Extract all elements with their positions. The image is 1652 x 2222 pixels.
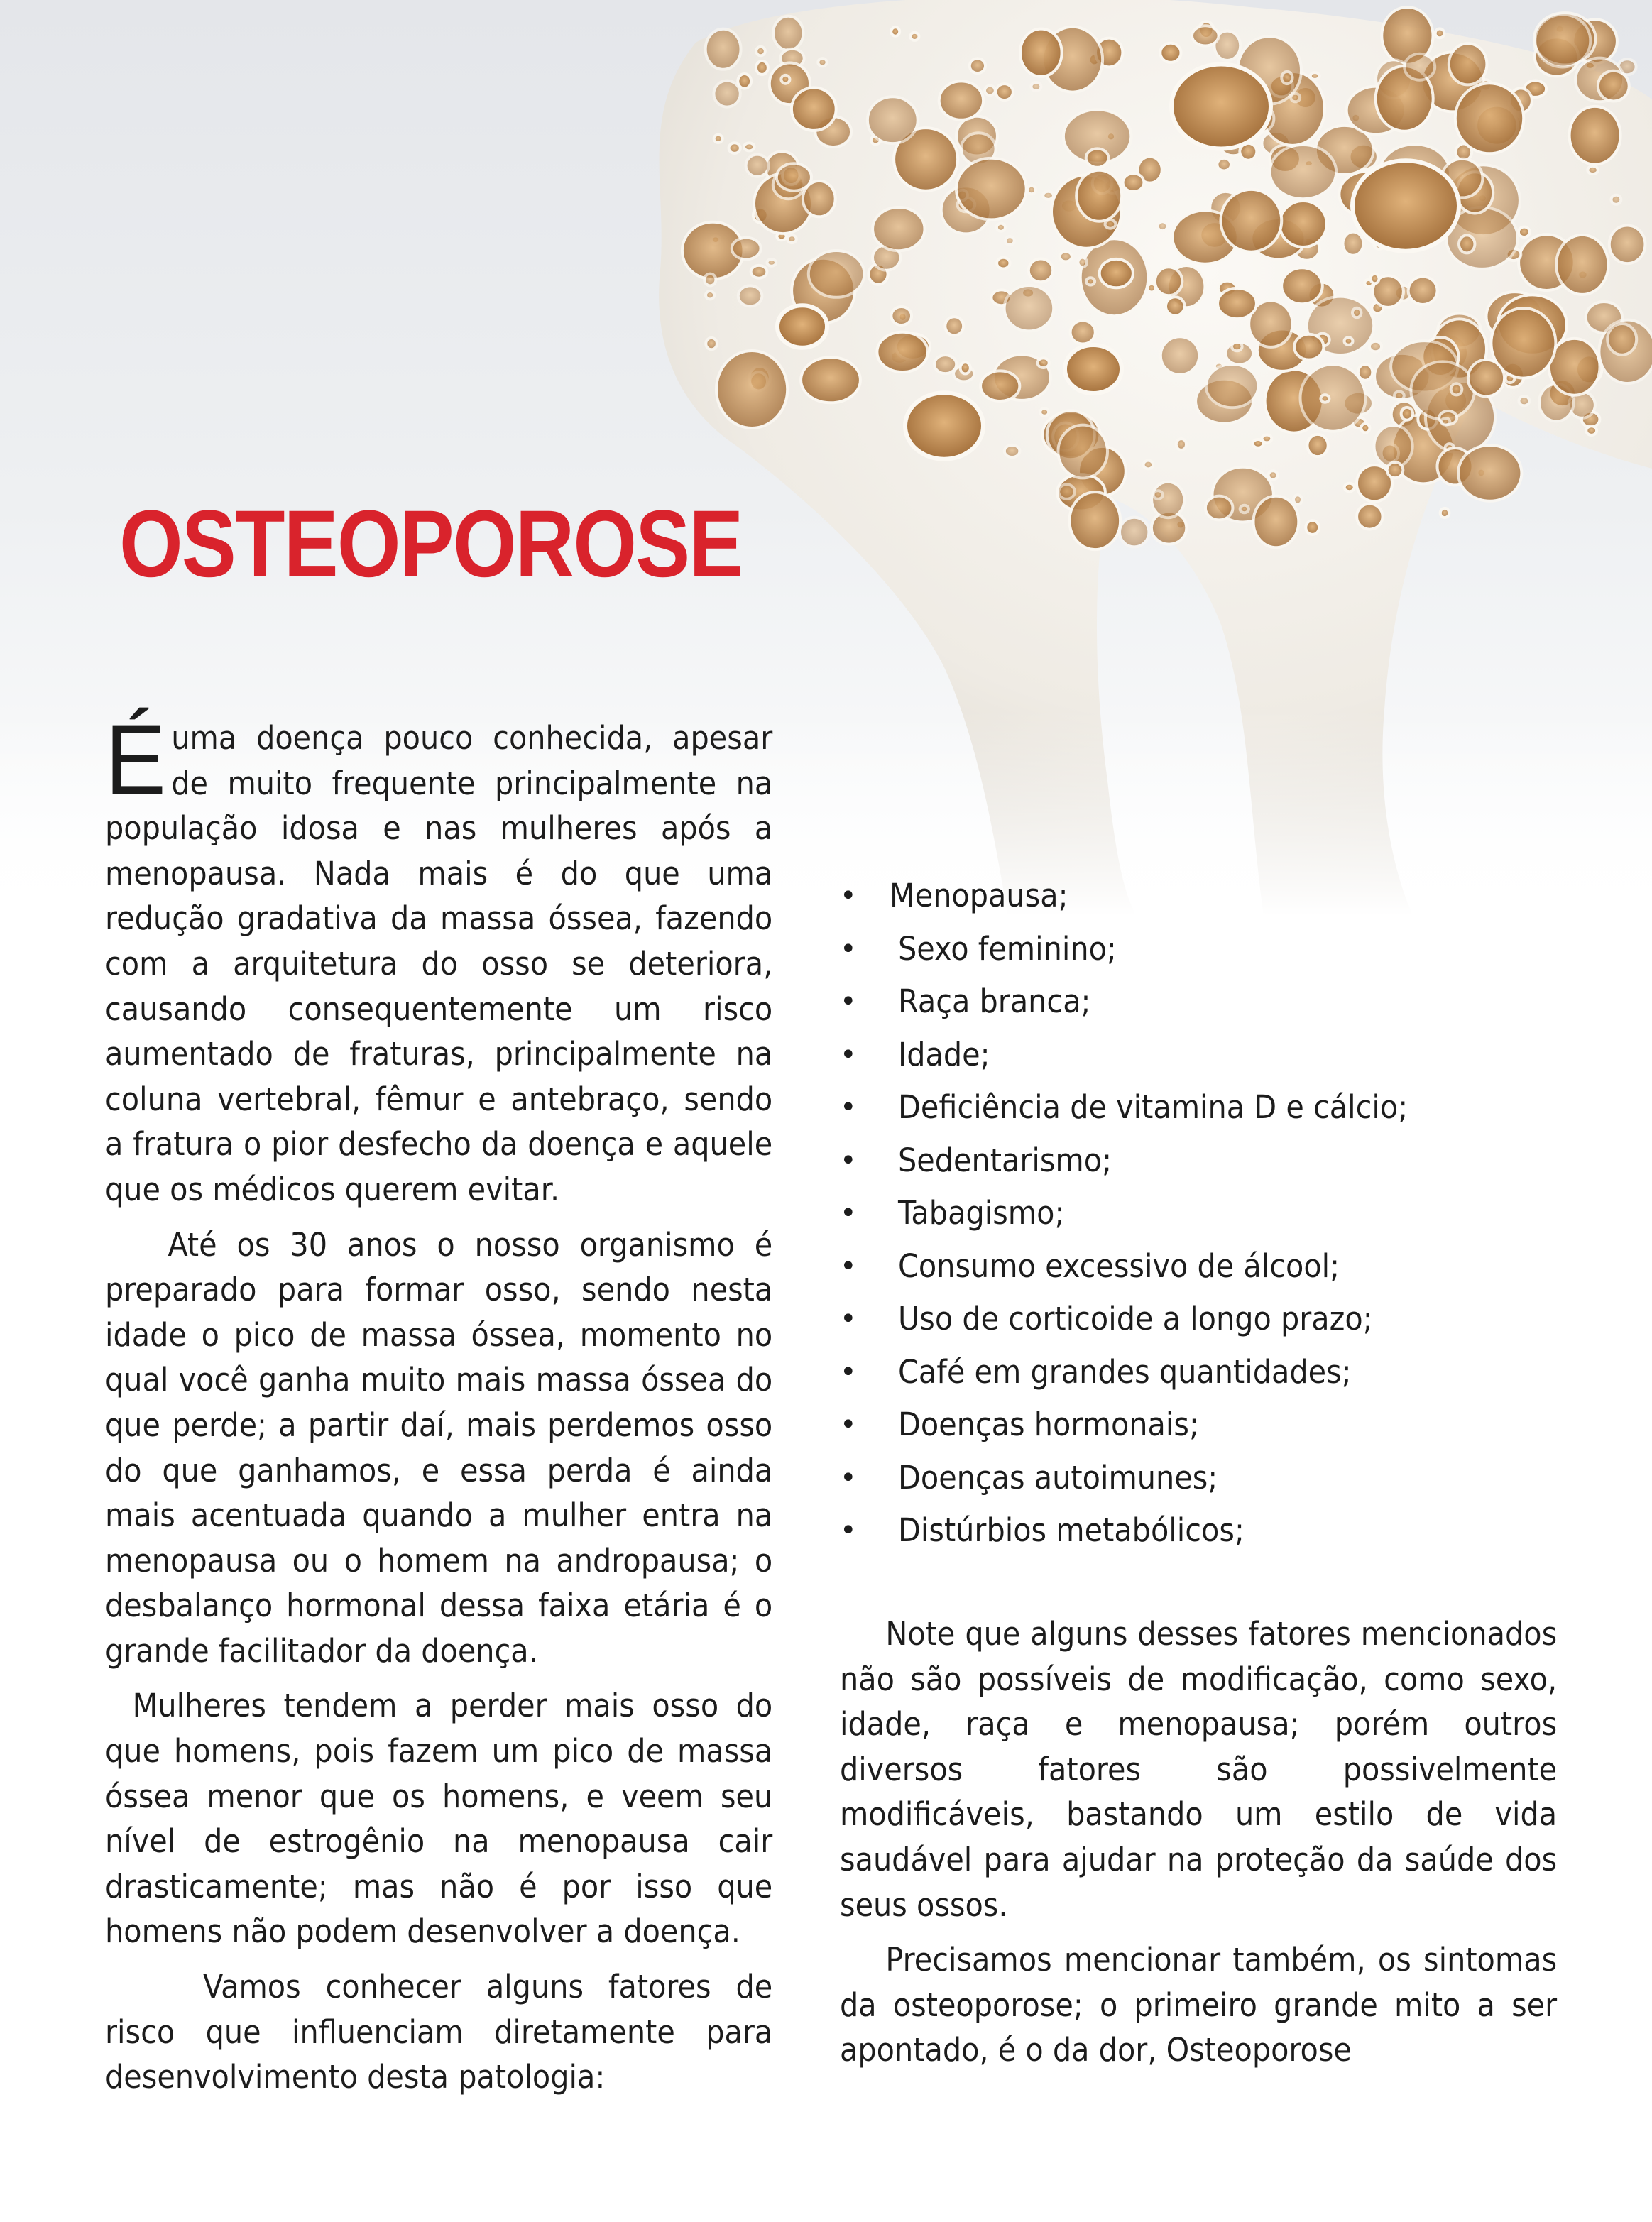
- bone-pore: [985, 86, 995, 96]
- bone-pore: [1005, 445, 1020, 457]
- bone-pore: [1294, 334, 1323, 360]
- bone-pore: [1311, 72, 1320, 80]
- bone-pore: [1369, 341, 1382, 351]
- bone-pore: [704, 274, 716, 286]
- bone-pore: [1357, 504, 1382, 530]
- bone-pore: [1253, 439, 1264, 448]
- bone-pore: [1371, 274, 1379, 284]
- bone-pore: [1458, 445, 1521, 501]
- bone-pore: [1071, 321, 1095, 344]
- bone-pore: [1570, 106, 1621, 165]
- bone-pore: [1612, 195, 1621, 204]
- list-item: • Idade;: [840, 1034, 1550, 1087]
- bone-pore: [1519, 227, 1530, 237]
- bone-pore: [1587, 166, 1598, 174]
- bone-pore: [1059, 484, 1075, 498]
- bone-pore: [787, 235, 796, 243]
- list-item: • Consumo excessivo de álcool;: [840, 1245, 1550, 1298]
- bone-pore: [1154, 491, 1163, 499]
- bone-pore: [767, 259, 777, 266]
- bone-pore: [997, 258, 1010, 269]
- bone-pore: [1440, 508, 1450, 518]
- bone-pore: [961, 362, 970, 373]
- bone-pore: [751, 266, 767, 278]
- bone-pore: [934, 355, 956, 373]
- bone-pore: [744, 143, 755, 150]
- bone-pore: [1308, 434, 1328, 456]
- bone-pore: [970, 58, 985, 73]
- bone-pore: [1147, 284, 1156, 292]
- intro-paragraph-4: Vamos conhecer alguns fatores de risco que influenciam diretamente para desenvolvimento desta patologia:: [105, 1968, 773, 2096]
- bone-pore: [1401, 407, 1413, 420]
- bone-pore: [1192, 26, 1219, 45]
- bone-pore: [996, 84, 1013, 100]
- list-item: • Doenças hormonais;: [840, 1403, 1550, 1457]
- bone-pore: [1281, 268, 1323, 304]
- bone-pore: [1345, 483, 1355, 492]
- bone-cavity: [1352, 160, 1459, 251]
- bone-pore: [713, 81, 740, 107]
- bone-pore: [956, 158, 1027, 220]
- bone-pore: [706, 29, 741, 70]
- bone-pore: [891, 307, 912, 325]
- bone-pore: [1609, 226, 1646, 264]
- bone-pore: [1411, 361, 1475, 419]
- bone-pore: [1387, 462, 1404, 478]
- list-item: • Sexo feminino;: [840, 928, 1550, 981]
- list-item: • Doenças autoimunes;: [840, 1457, 1550, 1510]
- bone-pore: [706, 338, 717, 349]
- bone-pore: [729, 143, 740, 153]
- bone-pore: [1161, 336, 1199, 375]
- bone-pore: [818, 58, 826, 66]
- bone-pore: [1519, 396, 1530, 405]
- bone-pore: [868, 97, 918, 143]
- bone-pore: [1070, 492, 1121, 549]
- bone-pore: [714, 135, 723, 143]
- bone-pore: [1176, 439, 1186, 450]
- bone-pore: [1361, 424, 1369, 433]
- list-item: • Raça branca;: [840, 980, 1550, 1034]
- bone-pore: [1160, 43, 1181, 62]
- risk-factors-list: [840, 875, 1550, 1562]
- bullet-icon: •: [840, 1461, 857, 1494]
- bone-pore: [1206, 364, 1259, 407]
- bone-pore: [1076, 170, 1122, 221]
- bone-pore: [1408, 277, 1438, 305]
- bone-pore: [1043, 192, 1054, 199]
- bone-cavity: [905, 393, 983, 459]
- list-item: • Sedentarismo;: [840, 1139, 1550, 1193]
- bone-pore: [777, 163, 811, 190]
- closing-paragraph-2: Precisamos mencionar também, os sintomas da osteoporose; o primeiro grande mito a ser apontado, é o da dor, Osteoporose: [840, 1941, 1558, 2069]
- intro-column: [105, 704, 773, 2110]
- bullet-icon: •: [840, 1303, 857, 1335]
- bone-pore: [792, 88, 836, 131]
- bone-pore: [738, 74, 751, 89]
- bone-cavity: [1171, 65, 1271, 149]
- bone-pore: [781, 75, 789, 84]
- bone-pore: [1086, 278, 1095, 285]
- bone-pore: [1005, 236, 1014, 245]
- bone-pore: [1205, 496, 1233, 520]
- bone-pore: [1358, 364, 1372, 381]
- bone-pore: [1301, 364, 1366, 431]
- bone-pore: [1031, 82, 1041, 91]
- bone-pore: [809, 251, 865, 297]
- bone-pore: [1598, 71, 1629, 102]
- bullet-icon: •: [840, 1514, 857, 1547]
- bone-pore: [773, 16, 803, 50]
- bone-pore: [1306, 520, 1319, 535]
- drop-cap: É: [105, 704, 166, 815]
- page-title: OSTEOPOROSE: [119, 491, 743, 597]
- bone-pore: [873, 207, 924, 251]
- list-item: • Deficiência de vitamina D e cálcio;: [840, 1086, 1550, 1139]
- bone-pore: [756, 47, 765, 56]
- bone-pore: [1435, 29, 1445, 38]
- bone-pore: [1254, 496, 1299, 547]
- bone-pore: [877, 332, 927, 372]
- bone-pore: [980, 371, 1019, 401]
- bone-pore: [1468, 360, 1504, 397]
- bone-pore: [1100, 259, 1133, 288]
- bullet-icon: •: [840, 932, 857, 965]
- bone-pore: [1404, 54, 1435, 80]
- bone-pore: [1279, 201, 1326, 247]
- bone-pore: [1535, 15, 1590, 67]
- bone-pore: [1459, 235, 1475, 253]
- bone-pore: [1155, 267, 1182, 295]
- bone-pore: [891, 27, 899, 35]
- closing-column: [840, 1611, 1557, 2083]
- bone-pore: [801, 357, 860, 403]
- intro-paragraph-3: Mulheres tendem a perder mais osso do que homens, pois fazem um pico de massa óssea menor que os homens, e veem seu nível de estrogênio na menopausa cair drasticamente; mas não é por isso que homens não podem desenvolver a doença.: [105, 1687, 773, 1951]
- bone-pore: [738, 285, 762, 306]
- bone-pore: [1029, 259, 1053, 283]
- bullet-icon: •: [840, 880, 857, 912]
- bone-pore: [1218, 288, 1257, 319]
- bone-pore: [1270, 145, 1337, 199]
- bone-pore: [1123, 173, 1144, 192]
- bone-pore: [910, 33, 919, 40]
- bone-pore: [1352, 308, 1361, 317]
- list-item: • Uso de corticoide a longo prazo;: [840, 1298, 1550, 1351]
- bone-pore: [997, 224, 1005, 231]
- bone-pore: [746, 155, 769, 177]
- bone-pore: [1158, 221, 1168, 231]
- list-item: • Distúrbios metabólicos;: [840, 1509, 1550, 1562]
- bone-pore: [1078, 258, 1087, 268]
- bone-pore: [1086, 148, 1109, 167]
- closing-paragraph-1: Note que alguns desses fatores mencionados não são possíveis de modificação, como sexo, idade, raça e menopausa; porém outros diversos fatores são possivelmente modificáveis, bastando um estilo de vida saudável para ajudar na proteção da saúde dos seus ossos.: [840, 1615, 1558, 1924]
- bone-pore: [1058, 425, 1107, 478]
- bullet-icon: •: [840, 1091, 857, 1124]
- bone-pore: [1005, 285, 1054, 331]
- bone-pore: [1020, 29, 1062, 77]
- bullet-icon: •: [840, 1038, 857, 1071]
- bone-pore: [1144, 461, 1154, 469]
- bone-pore: [756, 61, 768, 75]
- intro-paragraph-2: Até os 30 anos o nosso organismo é preparado para formar osso, sendo nesta idade o pico de massa óssea, momento no qual você ganha muito mais massa óssea do que perde; a partir daí, mais perdemos osso do que ganhamos, e essa perda é ainda mais acentuada quando a mulher entra na menopausa ou o homem na andropausa; o desbalanço hormonal dessa faixa etária é o grande facilitador da doença.: [105, 1225, 773, 1670]
- bullet-icon: •: [840, 1197, 857, 1230]
- bone-pore: [1345, 337, 1353, 344]
- bone-pore: [1040, 408, 1049, 415]
- bone-pore: [1221, 190, 1282, 252]
- list-item: • Café em grandes quantidades;: [840, 1351, 1550, 1404]
- bone-pore: [1607, 324, 1636, 355]
- list-item: • Tabagismo;: [840, 1192, 1550, 1245]
- intro-paragraph-1: Éuma doença pouco conhecida, apesar de muito frequente principalmente na população idosa e nas mulheres após a menopausa. Nada mais é do que uma redução gradativa da massa óssea, fazendo com a arquitetura do osso se deteriora, causando consequentemente um risco aumentado de fraturas, principalmente na coluna vertebral, fêmur e antebraço, sendo a fratura o pior desfecho da doença e aquele que os médicos querem evitar.: [105, 704, 773, 1208]
- bullet-icon: •: [840, 1249, 857, 1283]
- bone-pore: [1240, 505, 1249, 513]
- bullet-icon: •: [840, 1408, 857, 1441]
- bone-pore: [706, 291, 714, 299]
- bone-cavity: [1065, 345, 1122, 393]
- bullet-icon: •: [840, 985, 857, 1018]
- bone-cavity: [777, 305, 827, 348]
- bone-pore: [716, 351, 787, 428]
- bone-pore: [945, 317, 963, 335]
- bone-pore: [1293, 495, 1302, 504]
- bone-pore: [1166, 297, 1185, 315]
- bone-pore: [1394, 392, 1404, 400]
- bone-pore: [1217, 158, 1231, 171]
- bullet-icon: •: [840, 1355, 857, 1389]
- bone-pore: [1120, 518, 1149, 547]
- bone-pore: [1455, 83, 1524, 153]
- bone-pore: [1038, 358, 1049, 368]
- bone-pore: [732, 238, 761, 260]
- bone-pore: [1060, 251, 1072, 261]
- bone-pore: [1556, 235, 1608, 295]
- bone-pore: [1586, 426, 1597, 435]
- bone-pore: [1449, 43, 1487, 84]
- bone-pore: [1451, 383, 1462, 395]
- list-item: • Menopausa;: [840, 875, 1550, 928]
- bone-pore: [939, 81, 983, 119]
- bone-pore: [1320, 395, 1329, 403]
- bone-pore: [1027, 186, 1036, 194]
- bone-pore: [1281, 72, 1292, 84]
- bullet-icon: •: [840, 1144, 857, 1177]
- bone-pore: [1232, 342, 1242, 351]
- bone-pore: [1441, 418, 1450, 425]
- bone-pore: [1269, 471, 1278, 479]
- bone-pore: [1343, 232, 1364, 256]
